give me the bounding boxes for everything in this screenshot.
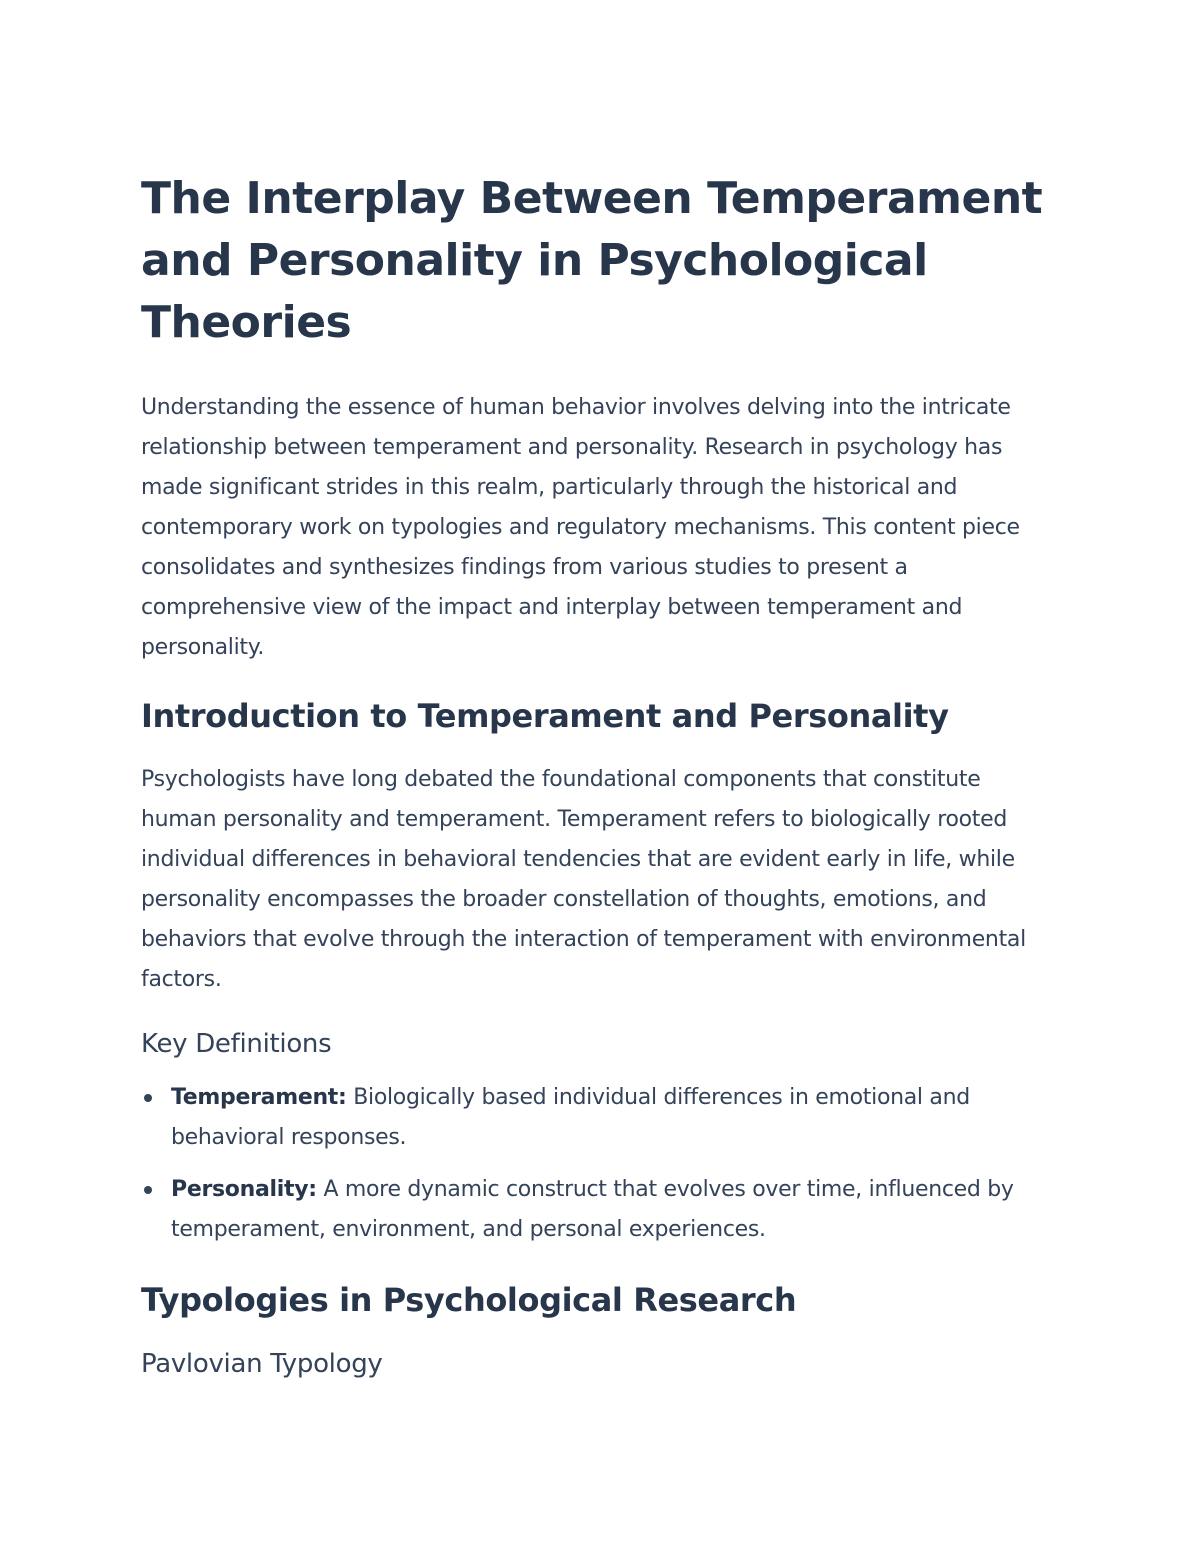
section-heading-typologies: Typologies in Psychological Research <box>141 1281 797 1319</box>
subheading-key-definitions: Key Definitions <box>141 1029 332 1059</box>
definition-text: Biologically based individual differences in emotional and behavioral responses. <box>171 1085 970 1150</box>
bullet-icon <box>144 1186 152 1194</box>
subheading-pavlovian-typology: Pavlovian Typology <box>141 1349 383 1379</box>
document-page <box>141 168 1061 1382</box>
intro-paragraph: Understanding the essence of human behavior involves delving into the intricate relationship between temperament and personality. Research in psychology has made significant strides in this realm, particularly through the historical and contemporary work on typologies and regulatory mechanisms. This content piece consolidates and synthesizes findings from various studies to present a comprehensive view of the impact and interplay between temperament and personality. <box>141 395 1020 660</box>
list-item <box>141 1170 1061 1250</box>
definition-term: Personality: <box>171 1177 317 1202</box>
section-paragraph-introduction: Psychologists have long debated the foundational components that constitute human personality and temperament. Temperament refers to biologically rooted individual differences in behavioral tendencies that are evident early in life, while personality encompasses the broader constellation of thoughts, emotions, and behaviors that evolve through the interaction of temperament with environmental factors. <box>141 767 1026 992</box>
page-title: The Interplay Between Temperament and Personality in Psychological Theories <box>141 173 1043 348</box>
list-item <box>141 1078 1061 1158</box>
definitions-list <box>141 1078 1061 1250</box>
section-heading-introduction: Introduction to Temperament and Personality <box>141 697 949 735</box>
bullet-icon <box>144 1094 152 1102</box>
definition-text: A more dynamic construct that evolves over time, influenced by temperament, environment, and personal experiences. <box>171 1177 1014 1242</box>
definition-term: Temperament: <box>171 1085 347 1110</box>
